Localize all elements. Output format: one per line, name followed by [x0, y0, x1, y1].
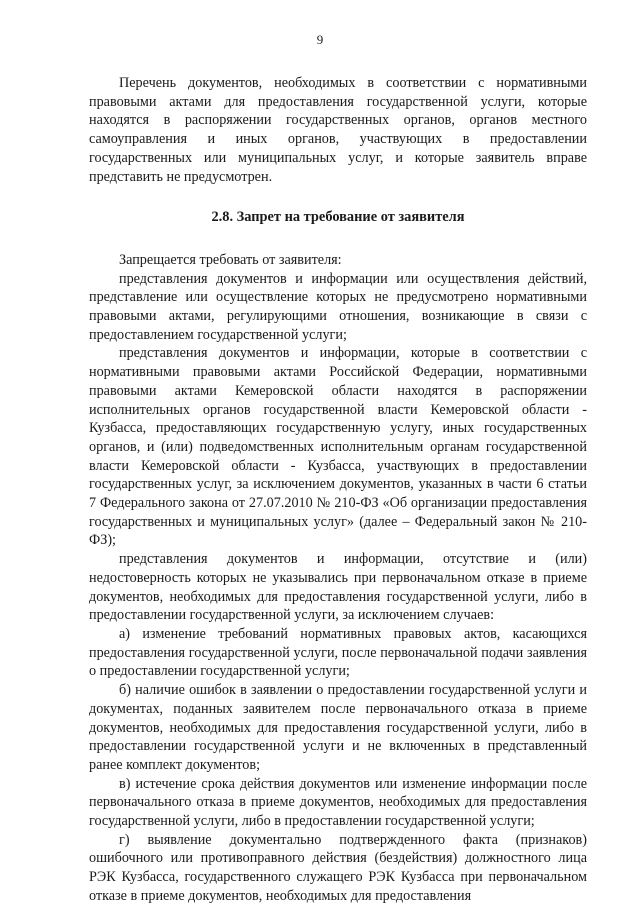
page-number: 9 [316, 32, 324, 47]
paragraph-item-1: представления документов и информации или осуществления действий, представление или осуществление которых не предусмотрено нормативными правовыми актами, регулирующими отношения, возникающие в связи с предоставлением государственной услуги; [89, 270, 587, 343]
paragraph-case-b: б) наличие ошибок в заявлении о предоставлении государственной услуги и документах, поданных заявителем после первоначального отказа в приеме документов, необходимых для предоставления государственной услуги, либо в предоставлении государственной услуги и не включенных в представленный ранее комплект документов; [89, 682, 587, 773]
page-body [89, 74, 587, 906]
paragraph-item-3: представления документов и информации, отсутствие и (или) недостоверность которых не указывались при первоначальном отказе в приеме документов, необходимых для предоставления государственной услуги, либо в предоставлении государственной услуги, за исключением случаев: [89, 551, 587, 624]
intro-paragraph: Перечень документов, необходимых в соответствии с нормативными правовыми актами для предоставления государственной услуги, которые находятся в распоряжении государственных органов, органов местного самоуправления и иных органов, участвующих в предоставлении государственных или муниципальных услуг, и которые заявитель вправе представить не предусмотрен. [89, 75, 587, 185]
paragraph-case-g: г) выявление документально подтвержденного факта (признаков) ошибочного или противоправного действия (бездействия) должностного лица РЭК Кузбасса, государственного служащего РЭК Кузбасса при первоначальном отказе в приеме документов, необходимых для предоставления [89, 831, 587, 904]
paragraph-prohibition-intro: Запрещается требовать от заявителя: [119, 251, 342, 268]
section-heading: 2.8. Запрет на требование от заявителя [211, 209, 465, 226]
paragraph-case-v: в) истечение срока действия документов или изменение информации после первоначального отказа в приеме документов, необходимых для предоставления государственной услуги, либо в предоставлении государственной услуги; [89, 775, 587, 830]
paragraph-item-2: представления документов и информации, которые в соответствии с нормативными правовыми актами Российской Федерации, нормативными правовыми актами Кемеровской области находятся в распоряжении исполнительных органов государственной власти Кемеровской области - Кузбасса, предоставляющих государственную услугу, иных государственных органов, и (или) подведомственных исполнительным органам государственной власти Кемеровской области - Кузбасса, участвующих в предоставлении государственных услуг, за исключением документов, указанных в части 6 статьи 7 Федерального закона от 27.07.2010 № 210-ФЗ «Об организации предоставления государственных и муниципальных услуг» (далее – Федеральный закон № 210-ФЗ); [89, 345, 587, 549]
paragraph-case-a: а) изменение требований нормативных правовых актов, касающихся предоставления государственной услуги, после первоначальной подачи заявления о предоставлении государственной услуги; [89, 625, 587, 680]
